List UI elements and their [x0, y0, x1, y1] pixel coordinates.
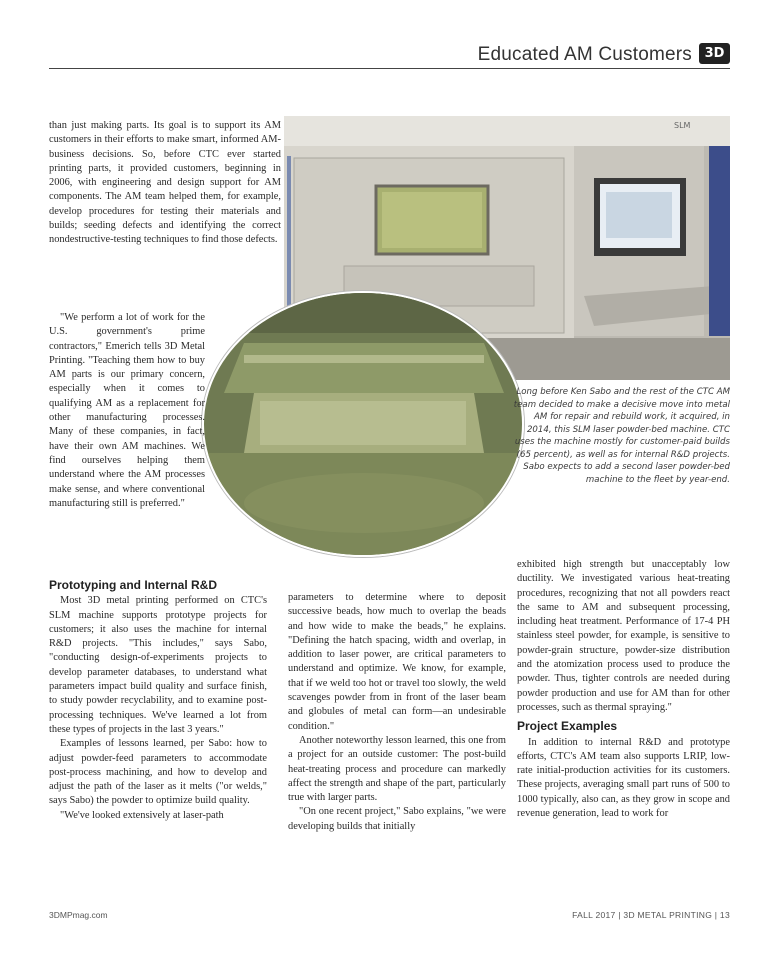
section-heading: Project Examples [517, 719, 618, 734]
build-chamber-closeup [202, 291, 524, 557]
footer-website: 3DMPmag.com [49, 910, 108, 920]
magazine-logo-icon: 3D [699, 43, 730, 64]
build-chamber-illustration [204, 293, 522, 555]
paragraph: "We perform a lot of work for the U.S. government's prime contractors," Emerich tells 3D Metal Printing. "Teaching them how to buy AM parts is our primary concern, especially when it comes to qualifying AM as a replacement for other manufacturing processes. Many of these companies, in fact, have their own AM machines. We find ourselves helping them understand where the AM processes make sense, and where conventional manufacturing still is preferred." [49, 312, 205, 509]
paragraph: Examples of lessons learned, per Sabo: how to adjust powder-feed parameters to accommodate post-process machining, and how to develop and adjust the path of the laser as it melts ("or welds," says Sabo) the powder to optimize build quality. [49, 738, 267, 807]
footer-folio: FALL 2017 | 3D METAL PRINTING | 13 [572, 910, 730, 920]
paragraph: Most 3D metal printing performed on CTC's SLM machine supports prototype projects for customers; it also uses the machine for internal R&D projects. "This includes," says Sabo, "conducting design-of-experiments projects to develop parameter databases, to understand what parameters impact build quality and surface finish, to study powder recyclability, and to examine post-processing techniques. We've learned a lot from these types of projects in the last 3 years." [49, 595, 267, 735]
paragraph: than just making parts. Its goal is to support its AM customers in their efforts to make smart, informed AM-business decisions. So, before CTC ever started printing parts, it provided customers, beginning in 2006, with engineering and design support for AM components. The AM team helped them, for example, develop procedures for testing their materials and builds; seeding defects and identifying the correct nondestructive-testing techniques to find those defects. [49, 120, 281, 246]
paragraph: exhibited high strength but unacceptably low ductility. We investigated various heat-treating procedures, recognizing that not all powders react the same to AM and subsequent processing, including heat treatment. Performance of 17-4 PH stainless steel powder, for example, is sensitive to powder-grain structure, powder-size distribution and the atomization process used to produce the powder. Thus, tighter controls are needed during powder production and use for AM than for other processes, such as thermal spraying." [517, 559, 730, 713]
column-1-top [49, 119, 281, 248]
section-heading: Prototyping and Internal R&D [49, 578, 217, 592]
column-2 [288, 591, 506, 834]
column-1-bottom [49, 574, 267, 823]
paragraph: Another noteworthy lesson learned, this one from a project for an outside customer: The post-build heat-treating process and procedure can markedly affect the strength and shape of the part, particularly true with larger parts. [288, 734, 506, 804]
column-1-wrap [49, 311, 205, 511]
paragraph: parameters to determine where to deposit successive beads, how much to overlap the beads and how wide to make the beads," he explains. "Defining the hatch spacing, width and overlap, in addition to laser power, are critical parameters to understand and optimize. We know, for example, that if we weld too hot or travel too slowly, the weld scavenges powder from in front of the laser beam and globules of metal can form—an undesirable condition." [288, 592, 506, 732]
paragraph: "On one recent project," Sabo explains, "we were developing builds that initially [288, 806, 506, 832]
paragraph: In addition to internal R&D and prototype efforts, CTC's AM team also supports LRIP, low-rate initial-production activities for its customers. These projects, averaging small part runs of 500 to 1000 typically, also can, as they grow in scope and revenue generation, lead to work for [517, 736, 730, 820]
svg-text:SLM: SLM [674, 121, 691, 130]
running-header [49, 38, 730, 69]
section-title: Educated AM Customers [477, 44, 692, 65]
photo-caption: Long before Ken Sabo and the rest of the CTC AM team decided to make a decisive move into metal AM for repair and rebuild work, it acquired, in 2014, this SLM laser powder-bed machine. CTC uses the machine mostly for customer-paid builds (65 percent), as well as for internal R&D projects. Sabo expects to add a second laser powder-bed machine to the fleet by year-end. [513, 387, 730, 485]
column-3 [517, 558, 730, 821]
paragraph: "We've looked extensively at laser-path [60, 809, 224, 821]
